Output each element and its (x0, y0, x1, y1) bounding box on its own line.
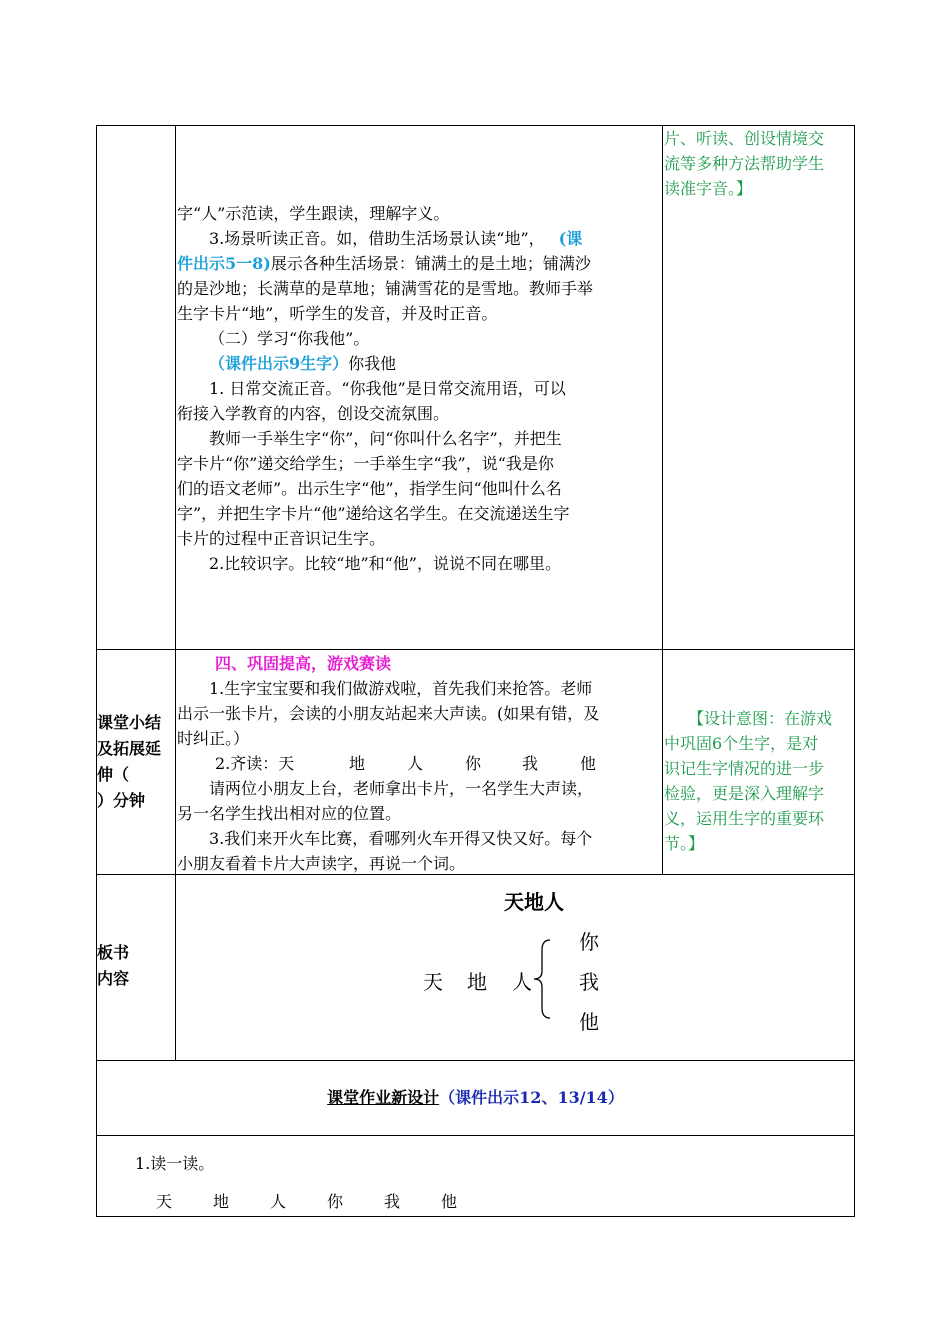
exercise-item: 1.读一读。 (135, 1154, 215, 1173)
text-line: 中巩固6个生字，是对 (664, 734, 819, 753)
exercise-char: 你 (327, 1192, 344, 1211)
row-divider (96, 1060, 855, 1061)
text-line: 识记生字情况的进一步 (664, 759, 825, 778)
text-line: 出示一张卡片，会读的小朋友站起来大声读。(如果有错，及 (177, 704, 600, 723)
row-label: 课堂小结 及拓展延 伸（ ）分钟 (97, 713, 162, 810)
text-line: 1. 日常交流正音。“你我他”是日常交流用语，可以 (209, 379, 566, 398)
homework-heading: 课堂作业新设计（课件出示12、13/14） (327, 1088, 624, 1107)
text-line: 教师一手举生字“你”，问“你叫什么名字”，并把生 (209, 429, 562, 448)
row-label: 板书 内容 (97, 943, 130, 988)
text-line: 检验，更是深入理解字 (664, 784, 825, 803)
text-line: 节。】 (664, 834, 705, 853)
text-line: 时纠正。） (177, 729, 250, 748)
table-right-border (854, 125, 855, 1217)
text-line: 【设计意图：在游戏 (688, 709, 833, 728)
text-line: 3.我们来开火车比赛，看哪列火车开得又快又好。每个 (209, 829, 593, 848)
text-line: 们的语文老师”。出示生字“他”，指学生问“他叫什么名 (177, 479, 562, 498)
text-line: 小朋友看着卡片大声读字，再说一个词。 (177, 854, 466, 873)
text-line: 生字卡片“地”，听学生的发音，并及时正音。 (177, 304, 498, 323)
text-line: 2.齐读：天 地 人 你 我 他 (215, 754, 597, 773)
text-line: 片、听读、创设情境交 (664, 129, 825, 148)
text-line: 衔接入学教育的内容，创设交流氛围。 (177, 404, 450, 423)
blackboard-char: 我 (579, 970, 599, 994)
exercise-char: 天 (156, 1192, 173, 1211)
consolidation-cell (177, 651, 661, 876)
exercise-char: 地 (213, 1192, 230, 1211)
text-line: 件出示5一8)展示各种生活场景：铺满土的是土地；铺满沙 (177, 254, 591, 273)
text-line: （课件出示9生字）你我他 (209, 354, 397, 373)
text-line: 2.比较识字。比较“地”和“他”，说说不同在哪里。 (209, 554, 561, 573)
section-heading: 四、巩固提高，游戏赛读 (215, 654, 392, 673)
design-intent-cell (664, 126, 854, 201)
section-heading: （二）学习“你我他”。 (209, 329, 370, 348)
exercise-char: 我 (384, 1192, 401, 1211)
design-intent-cell (664, 706, 854, 856)
column-divider (175, 125, 176, 1061)
text-line: 的是沙地；长满草的是草地；铺满雪花的是雪地。教师手举 (177, 279, 594, 298)
row-divider (96, 1135, 855, 1136)
text-line: 另一名学生找出相对应的位置。 (177, 804, 402, 823)
brace-icon (532, 938, 554, 1020)
exercise-char: 人 (270, 1192, 287, 1211)
text-line: 卡片的过程中正音识记生字。 (177, 529, 386, 548)
text-line: 义，运用生字的重要环 (664, 809, 825, 828)
blackboard-char: 人 (512, 970, 532, 994)
text-line: 1.生字宝宝要和我们做游戏啦，首先我们来抢答。老师 (209, 679, 593, 698)
blackboard-char: 你 (579, 930, 599, 954)
blackboard-char: 天 (423, 970, 443, 994)
teaching-process-cell (177, 201, 661, 576)
table-left-border (96, 125, 97, 1217)
text-line: 3.场景听读正音。如，借助生活场景认读“地”， (课 (209, 229, 583, 248)
row-divider (96, 649, 855, 650)
text-line: 读准字音。】 (664, 179, 753, 198)
table-bottom-border (96, 1216, 855, 1217)
text-line: 字“人”示范读，学生跟读，理解字义。 (177, 204, 450, 223)
text-line: 字”，并把生字卡片“他”递给这名学生。在交流递送生字 (177, 504, 570, 523)
blackboard-char: 地 (467, 970, 487, 994)
column-divider (662, 125, 663, 875)
blackboard-char: 他 (579, 1010, 599, 1034)
text-line: 流等多种方法帮助学生 (664, 154, 825, 173)
exercise-char: 他 (441, 1192, 458, 1211)
text-line: 字卡片“你”递交给学生；一手举生字“我”，说“我是你 (177, 454, 554, 473)
text-line: 请两位小朋友上台，老师拿出卡片，一名学生大声读， (209, 779, 594, 798)
blackboard-title: 天地人 (504, 890, 564, 914)
